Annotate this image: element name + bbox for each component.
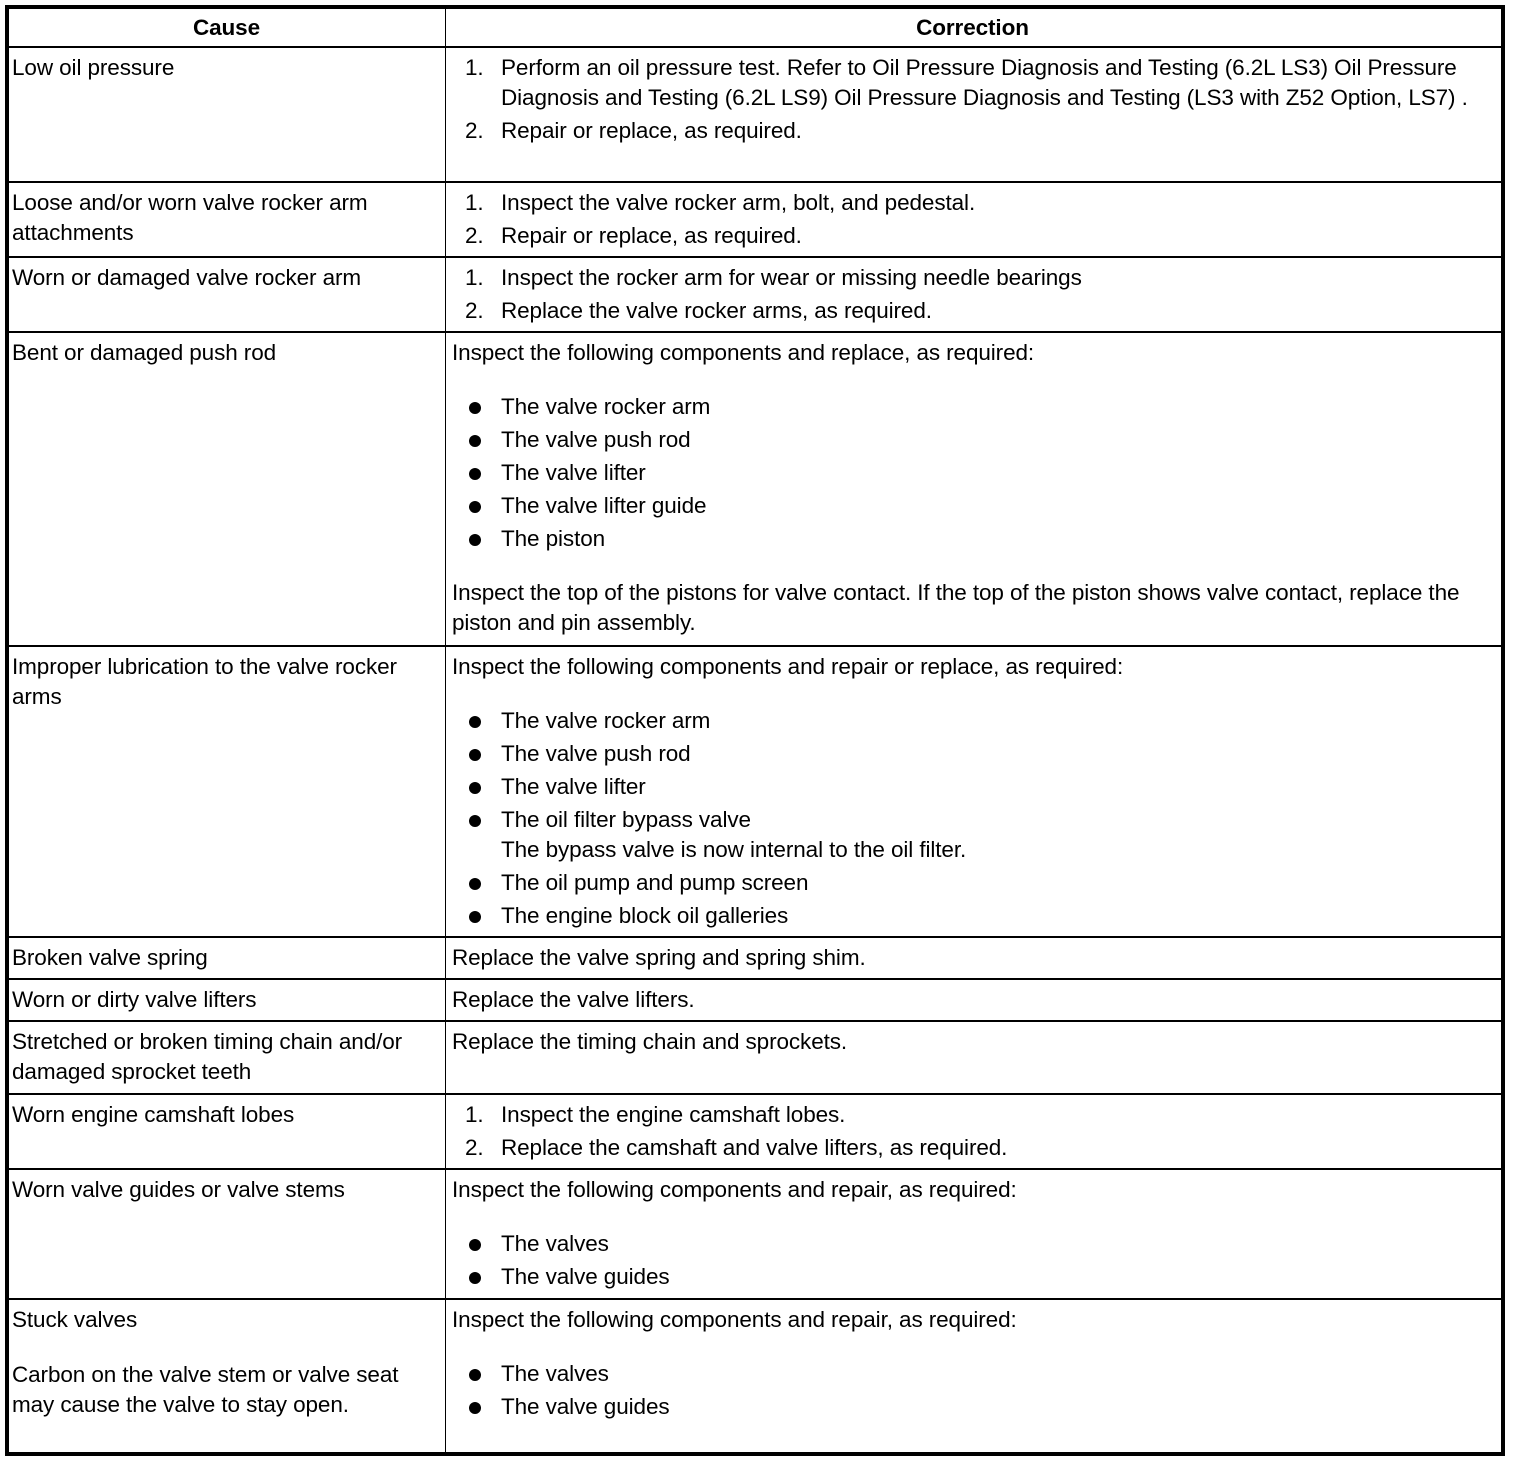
step-item	[452, 1133, 1493, 1163]
list-item	[452, 392, 1493, 422]
correction-intro: Inspect the following components and replace, as required:	[452, 340, 1035, 365]
correction-cell	[446, 333, 1501, 645]
step-item	[452, 1100, 1493, 1130]
list-item	[452, 901, 1493, 931]
correction-intro: Inspect the following components and repair, as required:	[452, 1177, 1017, 1202]
numbered-steps	[452, 1100, 1493, 1163]
step-text: Perform an oil pressure test. Refer to Oil Pressure Diagnosis and Testing (6.2L LS3) Oil Pressure Diagnosis and Testing (6.2L LS9) Oil Pressure Diagnosis and Testing (LS3 with Z52 Option, LS7) .	[501, 55, 1468, 110]
correction-cell: Replace the timing chain and sprockets.	[452, 1029, 848, 1054]
component-list	[452, 392, 1493, 554]
step-text: Inspect the engine camshaft lobes.	[501, 1102, 846, 1127]
list-item-text: The piston	[501, 526, 606, 551]
cause-cell: Stretched or broken timing chain and/or damaged sprocket teeth	[9, 1022, 446, 1093]
list-item	[452, 1262, 1493, 1292]
step-text: Replace the camshaft and valve lifters, as required.	[501, 1135, 1008, 1160]
correction-cell	[446, 1170, 1501, 1298]
header-correction: Correction	[916, 15, 1029, 40]
correction-cell	[446, 647, 1501, 936]
list-item-text: The valve push rod	[501, 741, 691, 766]
list-item-text: The valve rocker arm	[501, 394, 711, 419]
step-text: Inspect the rocker arm for wear or missing needle bearings	[501, 265, 1082, 290]
table-row	[9, 331, 1501, 645]
table-row	[9, 936, 1501, 978]
correction-cell: Replace the valve lifters.	[452, 987, 695, 1012]
step-text: Repair or replace, as required.	[501, 223, 802, 248]
table-row	[9, 1298, 1501, 1452]
step-item	[452, 188, 1493, 218]
table-row	[9, 256, 1501, 331]
table-row	[9, 46, 1501, 181]
cause-cell: Worn valve guides or valve stems	[9, 1170, 446, 1298]
table-row	[9, 978, 1501, 1020]
list-item	[452, 868, 1493, 898]
cause-cell: Worn or dirty valve lifters	[9, 980, 446, 1020]
correction-intro: Inspect the following components and repair or replace, as required:	[452, 654, 1124, 679]
cause-cell: Broken valve spring	[9, 938, 446, 978]
list-item-text: The valve lifter guide	[501, 493, 707, 518]
bullet-icon	[469, 815, 481, 827]
numbered-steps	[452, 188, 1493, 251]
cause-note: Carbon on the valve stem or valve seat may cause the valve to stay open.	[12, 1362, 399, 1417]
list-item-text: The valve guides	[501, 1264, 670, 1289]
cause-cell: Loose and/or worn valve rocker arm attachments	[9, 183, 446, 256]
table-row	[9, 1168, 1501, 1298]
numbered-steps	[452, 263, 1493, 326]
step-item	[452, 263, 1493, 293]
bullet-icon	[469, 878, 481, 890]
diagnosis-table	[5, 5, 1505, 1456]
component-list	[452, 1359, 1493, 1422]
bullet-icon	[469, 1239, 481, 1251]
table-row	[9, 1020, 1501, 1093]
bullet-icon	[469, 1402, 481, 1414]
list-item-text: The valve push rod	[501, 427, 691, 452]
bullet-icon	[469, 911, 481, 923]
component-list	[452, 706, 1493, 931]
correction-note: Inspect the top of the pistons for valve contact. If the top of the piston shows valve contact, replace the piston and pin assembly.	[452, 580, 1460, 635]
step-item	[452, 116, 1493, 146]
list-item	[452, 524, 1493, 554]
cause-cell: Improper lubrication to the valve rocker arms	[9, 647, 446, 936]
list-item-text: The valve guides	[501, 1394, 670, 1419]
bullet-icon	[469, 782, 481, 794]
step-text: Replace the valve rocker arms, as required.	[501, 298, 932, 323]
list-item-text: The oil filter bypass valve	[501, 807, 751, 832]
list-item-text: The valve rocker arm	[501, 708, 711, 733]
bullet-icon	[469, 501, 481, 513]
step-number: 2.	[465, 223, 484, 248]
cause-cell: Worn engine camshaft lobes	[9, 1095, 446, 1168]
list-item	[452, 425, 1493, 455]
list-item	[452, 1392, 1493, 1422]
step-number: 1.	[465, 265, 484, 290]
step-number: 1.	[465, 55, 484, 80]
component-list	[452, 1229, 1493, 1292]
bullet-icon	[469, 1369, 481, 1381]
list-item-text: The oil pump and pump screen	[501, 870, 809, 895]
cause-cell: Worn or damaged valve rocker arm	[9, 258, 446, 331]
correction-cell	[446, 258, 1501, 331]
bullet-icon	[469, 749, 481, 761]
table-header-row	[9, 9, 1501, 46]
correction-intro: Inspect the following components and repair, as required:	[452, 1307, 1017, 1332]
list-item-subnote: The bypass valve is now internal to the oil filter.	[501, 837, 967, 862]
list-item-text: The valves	[501, 1361, 609, 1386]
step-number: 2.	[465, 118, 484, 143]
list-item-text: The engine block oil galleries	[501, 903, 789, 928]
step-number: 2.	[465, 1135, 484, 1160]
correction-cell	[446, 1300, 1501, 1452]
step-item	[452, 53, 1493, 113]
cause-cell: Low oil pressure	[9, 48, 446, 181]
correction-cell	[446, 48, 1501, 181]
numbered-steps	[452, 53, 1493, 146]
step-number: 1.	[465, 190, 484, 215]
header-cause: Cause	[9, 9, 446, 46]
list-item	[452, 1359, 1493, 1389]
correction-cell	[446, 183, 1501, 256]
list-item	[452, 706, 1493, 736]
list-item	[452, 1229, 1493, 1259]
list-item-text: The valves	[501, 1231, 609, 1256]
bullet-icon	[469, 534, 481, 546]
step-number: 2.	[465, 298, 484, 323]
bullet-icon	[469, 468, 481, 480]
bullet-icon	[469, 402, 481, 414]
list-item-text: The valve lifter	[501, 774, 646, 799]
cause-cell	[9, 1300, 446, 1452]
cause-title: Stuck valves	[12, 1307, 138, 1332]
step-text: Inspect the valve rocker arm, bolt, and pedestal.	[501, 190, 976, 215]
bullet-icon	[469, 1272, 481, 1284]
list-item-text: The valve lifter	[501, 460, 646, 485]
step-text: Repair or replace, as required.	[501, 118, 802, 143]
step-number: 1.	[465, 1102, 484, 1127]
step-item	[452, 296, 1493, 326]
list-item	[452, 739, 1493, 769]
correction-cell	[446, 1095, 1501, 1168]
bullet-icon	[469, 435, 481, 447]
list-item	[452, 458, 1493, 488]
bullet-icon	[469, 716, 481, 728]
cause-cell: Bent or damaged push rod	[9, 333, 446, 645]
table-row	[9, 645, 1501, 936]
list-item	[452, 491, 1493, 521]
correction-cell: Replace the valve spring and spring shim.	[452, 945, 866, 970]
table-row	[9, 1093, 1501, 1168]
table-row	[9, 181, 1501, 256]
list-item	[452, 805, 1493, 865]
list-item	[452, 772, 1493, 802]
step-item	[452, 221, 1493, 251]
